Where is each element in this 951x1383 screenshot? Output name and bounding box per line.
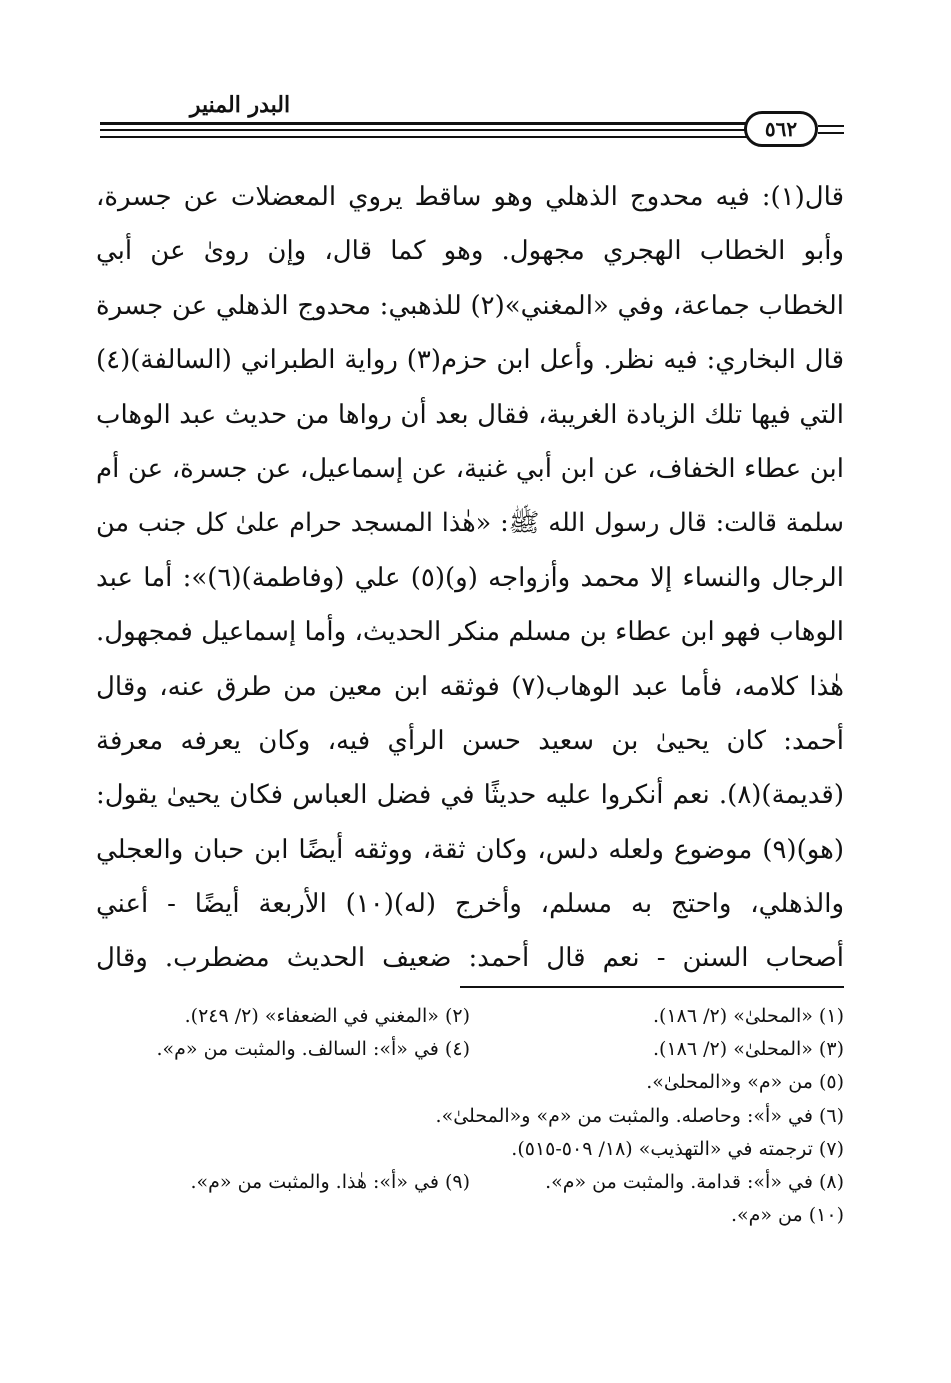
header-rule (100, 136, 795, 138)
footnote-9: (٩) في «أ»: هٰذا. والمثبت من «م». (190, 1170, 470, 1193)
text-line: قال البخاري: فيه نظر. وأعل ابن حزم(٣) رواية الطبراني (السالفة)(٤) (96, 345, 844, 376)
text-line: التي فيها تلك الزيادة الغريبة، فقال بعد أن رواها من حديث عبد الوهاب (96, 399, 844, 430)
header-rule (100, 129, 795, 131)
text-line: سلمة قالت: قال رسول الله ﷺ: «هٰذا المسجد حرام علىٰ كل جنب من (96, 508, 844, 539)
footnote-row (96, 1199, 844, 1232)
footnote-8: (٨) في «أ»: قدامة. والمثبت من «م». (545, 1170, 844, 1193)
footnote-6: (٦) في «أ»: وحاصله. والمثبت من «م» و«المحلىٰ». (435, 1104, 844, 1127)
text-line: هٰذا كلامه، فأما عبد الوهاب(٧) فوثقه ابن معين من طرق عنه، وقال (96, 671, 844, 702)
text-line: الخطاب جماعة، وفي «المغني»(٢) للذهبي: محدوج الذهلي عن جسرة (96, 290, 844, 321)
text-line: وأبو الخطاب الهجري مجهول. وهو كما قال، وإن روىٰ عن أبي (96, 236, 844, 267)
text-line: قال(١): فيه محدوج الذهلي وهو ساقط يروي المعضلات عن جسرة، (96, 182, 844, 212)
text-line: والذهلي، واحتج به مسلم، وأخرج (له)(١٠) الأربعة أيضًا - أعني (96, 889, 844, 920)
footnote-5: (٥) من «م» و«المحلىٰ». (646, 1071, 844, 1094)
text-line: (هو)(٩) موضوع ولعله دلس، وكان ثقة، ووثقه أيضًا ابن حبان والعجلي (96, 834, 844, 865)
footnote-row (96, 1066, 844, 1099)
header-rule (100, 122, 795, 125)
text-line: الرجال والنساء إلا محمد وأزواجه (و)(٥) علي (وفاطمة)(٦)»: أما عبد (96, 562, 844, 593)
footnote-row (96, 1100, 844, 1133)
main-text (96, 170, 844, 986)
footnotes (96, 1000, 844, 1232)
footnote-row (96, 1166, 844, 1199)
text-line: (قديمة)(٨). نعم أنكروا عليه حديثًا في فضل العباس فكان يحيىٰ يقول: (96, 780, 844, 811)
footnote-row (96, 1133, 844, 1166)
text-line: الوهاب فهو ابن عطاء بن مسلم منكر الحديث، وأما إسماعيل فمجهول. (96, 617, 844, 648)
running-title: البدر المنير (189, 92, 291, 118)
header-rule (818, 125, 844, 127)
text-line: أصحاب السنن - نعم قال أحمد: ضعيف الحديث مضطرب. وقال (96, 943, 844, 974)
footnote-row (96, 1000, 844, 1033)
header-rule (818, 132, 844, 134)
page-number: ٥٦٢ (744, 111, 818, 147)
footnote-2: (٢) «المغني في الضعفاء» (٢/ ٢٤٩). (184, 1005, 470, 1027)
footnote-7: (٧) ترجمته في «التهذيب» (١٨/ ٥٠٩-٥١٥). (511, 1137, 844, 1160)
footnote-4: (٤) في «أ»: السالف. والمثبت من «م». (156, 1038, 470, 1061)
footnote-row (96, 1033, 844, 1066)
text-line: أحمد: كان يحيىٰ بن سعيد حسن الرأي فيه، وكان يعرفه معرفة (96, 725, 844, 756)
footnote-separator (460, 986, 844, 988)
text-line: ابن عطاء الخفاف، عن ابن أبي غنية، عن إسماعيل، عن جسرة، عن أم (96, 453, 844, 484)
footnote-10: (١٠) من «م». (730, 1204, 844, 1227)
footnote-1: (١) «المحلىٰ» (٢/ ١٨٦). (653, 1005, 844, 1027)
footnote-3: (٣) «المحلىٰ» (٢/ ١٨٦). (653, 1038, 844, 1061)
